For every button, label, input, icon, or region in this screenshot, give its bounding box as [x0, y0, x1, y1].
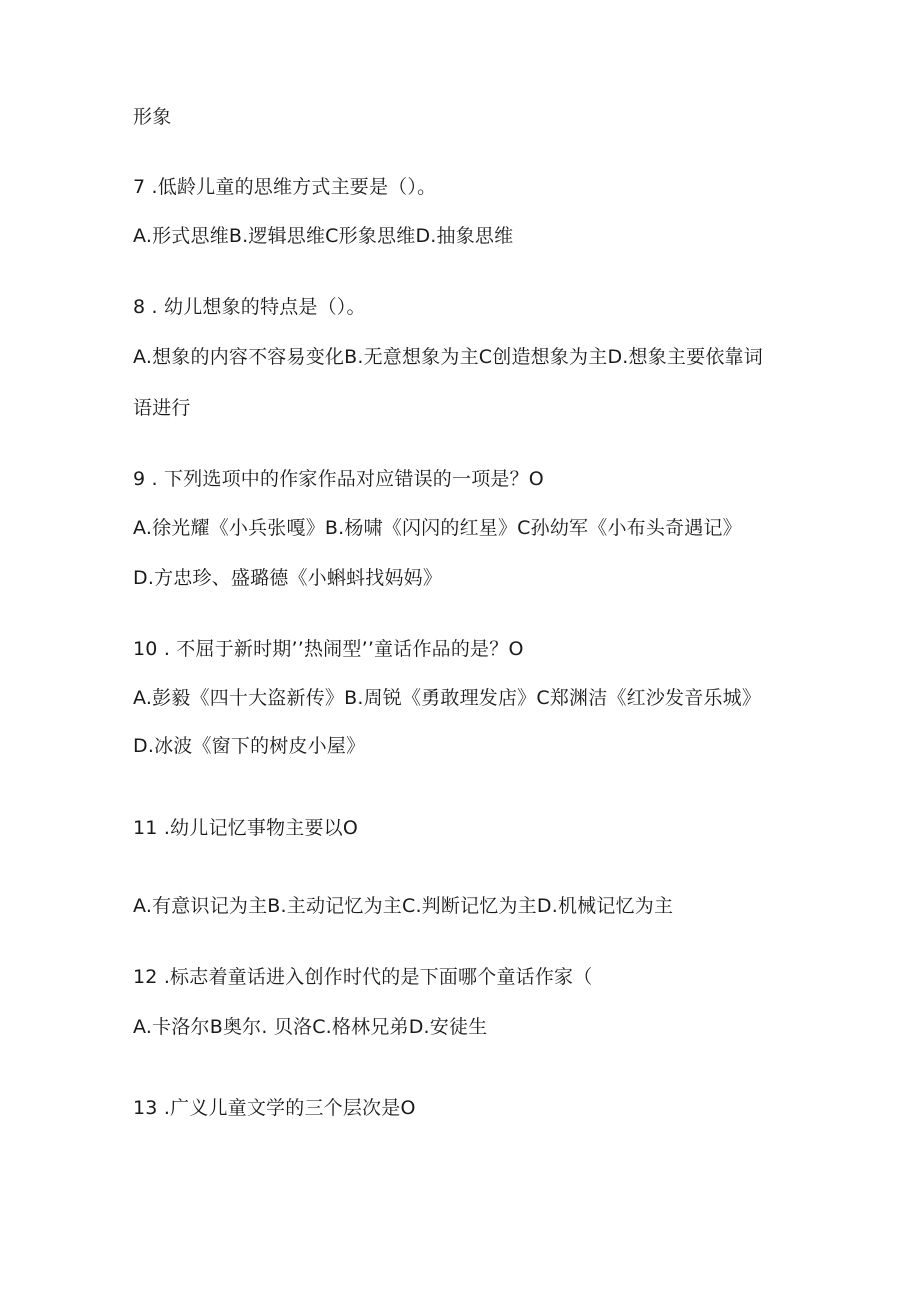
- question-12-options: A.卡洛尔B奥尔. 贝洛C.格林兄弟D.安徒生: [133, 1016, 488, 1038]
- question-11-options: A.有意识记为主B.主动记忆为主C.判断记忆为主D.机械记忆为主: [133, 895, 674, 917]
- question-8-options: A.想象的内容不容易变化B.无意想象为主C创造想象为主D.想象主要依靠词: [133, 346, 763, 368]
- question-8: 8 . 幼儿想象的特点是（）。: [133, 296, 366, 318]
- question-10-options-cont: D.冰波《窗下的树皮小屋》: [133, 735, 366, 757]
- question-10: 10 . 不屈于新时期’’热闹型’’童话作品的是？O: [133, 638, 524, 660]
- question-7: 7 .低龄儿童的思维方式主要是（）。: [133, 176, 437, 198]
- question-9-options: A.徐光耀《小兵张嘎》B.杨啸《闪闪的红星》C孙幼军《小布头奇遇记》: [133, 517, 742, 539]
- question-11: 11 .幼儿记忆事物主要以O: [133, 817, 359, 839]
- question-8-options-cont: 语进行: [133, 397, 191, 419]
- question-13: 13 .广义儿童文学的三个层次是O: [133, 1097, 416, 1119]
- question-10-options: A.彭毅《四十大盗新传》B.周锐《勇敢理发店》C郑渊洁《红沙发音乐城》: [133, 687, 762, 709]
- question-12: 12 .标志着童话进入创作时代的是下面哪个童话作家（: [133, 966, 593, 988]
- question-9-options-cont: D.方忠珍、盛璐德《小蝌蚪找妈妈》: [133, 567, 443, 589]
- question-9: 9 . 下列选项中的作家作品对应错误的一项是？O: [133, 468, 544, 490]
- question-7-options: A.形式思维B.逻辑思维C形象思维D.抽象思维: [133, 225, 514, 247]
- text-line-continuation: 形象: [133, 106, 172, 128]
